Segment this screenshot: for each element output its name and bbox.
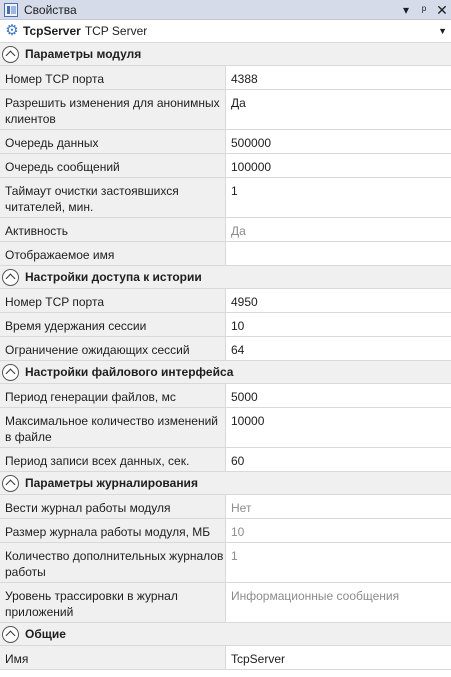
property-name: Ограничение ожидающих сессий: [0, 337, 226, 360]
window-dropdown-icon[interactable]: ▾: [402, 3, 410, 17]
category-header[interactable]: [0, 43, 451, 66]
property-row[interactable]: [0, 313, 451, 337]
property-name: Уровень трассировки в журнал приложений: [0, 583, 226, 622]
chevron-down-icon[interactable]: ▼: [438, 26, 447, 36]
property-row[interactable]: [0, 448, 451, 472]
property-name: Номер TCP порта: [0, 289, 226, 312]
property-row[interactable]: [0, 218, 451, 242]
property-value[interactable]: 64: [226, 337, 451, 360]
window-title: Свойства: [24, 2, 77, 17]
property-name: Максимальное количество изменений в файле: [0, 408, 226, 447]
property-row[interactable]: [0, 543, 451, 583]
property-row[interactable]: [0, 154, 451, 178]
property-name: Очередь сообщений: [0, 154, 226, 177]
collapse-chevron-icon[interactable]: [2, 269, 19, 286]
collapse-chevron-icon[interactable]: [2, 626, 19, 643]
property-name: Количество дополнительных журналов работы: [0, 543, 226, 582]
category-label: Общие: [25, 627, 66, 641]
collapse-chevron-icon[interactable]: [2, 475, 19, 492]
property-value: 10: [226, 519, 451, 542]
collapse-chevron-icon[interactable]: [2, 46, 19, 63]
property-value: 1: [226, 543, 451, 582]
property-row[interactable]: [0, 495, 451, 519]
property-name: Вести журнал работы модуля: [0, 495, 226, 518]
property-value: Нет: [226, 495, 451, 518]
property-value: Информационные сообщения: [226, 583, 451, 622]
properties-window-icon: [4, 3, 18, 17]
property-name: Размер журнала работы модуля, МБ: [0, 519, 226, 542]
category-header[interactable]: [0, 472, 451, 495]
category-header[interactable]: [0, 361, 451, 384]
property-value[interactable]: Да: [226, 90, 451, 129]
category-header[interactable]: [0, 623, 451, 646]
property-value[interactable]: 4950: [226, 289, 451, 312]
property-row[interactable]: [0, 178, 451, 218]
category-label: Настройки доступа к истории: [25, 270, 202, 284]
property-name: Имя: [0, 646, 226, 669]
pin-icon[interactable]: ᵖ: [421, 3, 427, 17]
gear-icon: ⚙: [5, 22, 19, 39]
property-name: Период записи всех данных, сек.: [0, 448, 226, 471]
object-selector[interactable]: [0, 20, 451, 43]
object-name: TcpServer: [23, 24, 81, 38]
property-row[interactable]: [0, 583, 451, 623]
property-name: Очередь данных: [0, 130, 226, 153]
property-name: Таймаут очистки застоявшихся читателей, мин.: [0, 178, 226, 217]
category-label: Параметры журналирования: [25, 476, 198, 490]
property-row[interactable]: [0, 130, 451, 154]
property-row[interactable]: [0, 66, 451, 90]
property-row[interactable]: [0, 384, 451, 408]
property-name: Номер TCP порта: [0, 66, 226, 89]
property-row[interactable]: [0, 408, 451, 448]
property-grid: [0, 43, 451, 670]
property-value[interactable]: 60: [226, 448, 451, 471]
property-value[interactable]: TcpServer: [226, 646, 451, 669]
property-name: Разрешить изменения для анонимных клиентов: [0, 90, 226, 129]
property-row[interactable]: [0, 242, 451, 266]
property-value[interactable]: 4388: [226, 66, 451, 89]
property-row[interactable]: [0, 90, 451, 130]
property-value[interactable]: 5000: [226, 384, 451, 407]
object-type: TCP Server: [84, 24, 148, 38]
close-icon[interactable]: ✕: [436, 2, 448, 18]
property-name: Время удержания сессии: [0, 313, 226, 336]
property-value: Да: [226, 218, 451, 241]
window-titlebar: [0, 0, 451, 20]
category-label: Настройки файлового интерфейса: [25, 365, 234, 379]
property-row[interactable]: [0, 337, 451, 361]
category-label: Параметры модуля: [25, 47, 142, 61]
collapse-chevron-icon[interactable]: [2, 364, 19, 381]
property-value[interactable]: [226, 242, 451, 265]
property-value[interactable]: 1: [226, 178, 451, 217]
property-name: Период генерации файлов, мс: [0, 384, 226, 407]
property-value[interactable]: 10000: [226, 408, 451, 447]
property-value[interactable]: 10: [226, 313, 451, 336]
property-row[interactable]: [0, 289, 451, 313]
property-name: Отображаемое имя: [0, 242, 226, 265]
property-value[interactable]: 500000: [226, 130, 451, 153]
property-row[interactable]: [0, 646, 451, 670]
property-row[interactable]: [0, 519, 451, 543]
category-header[interactable]: [0, 266, 451, 289]
property-value[interactable]: 100000: [226, 154, 451, 177]
property-name: Активность: [0, 218, 226, 241]
